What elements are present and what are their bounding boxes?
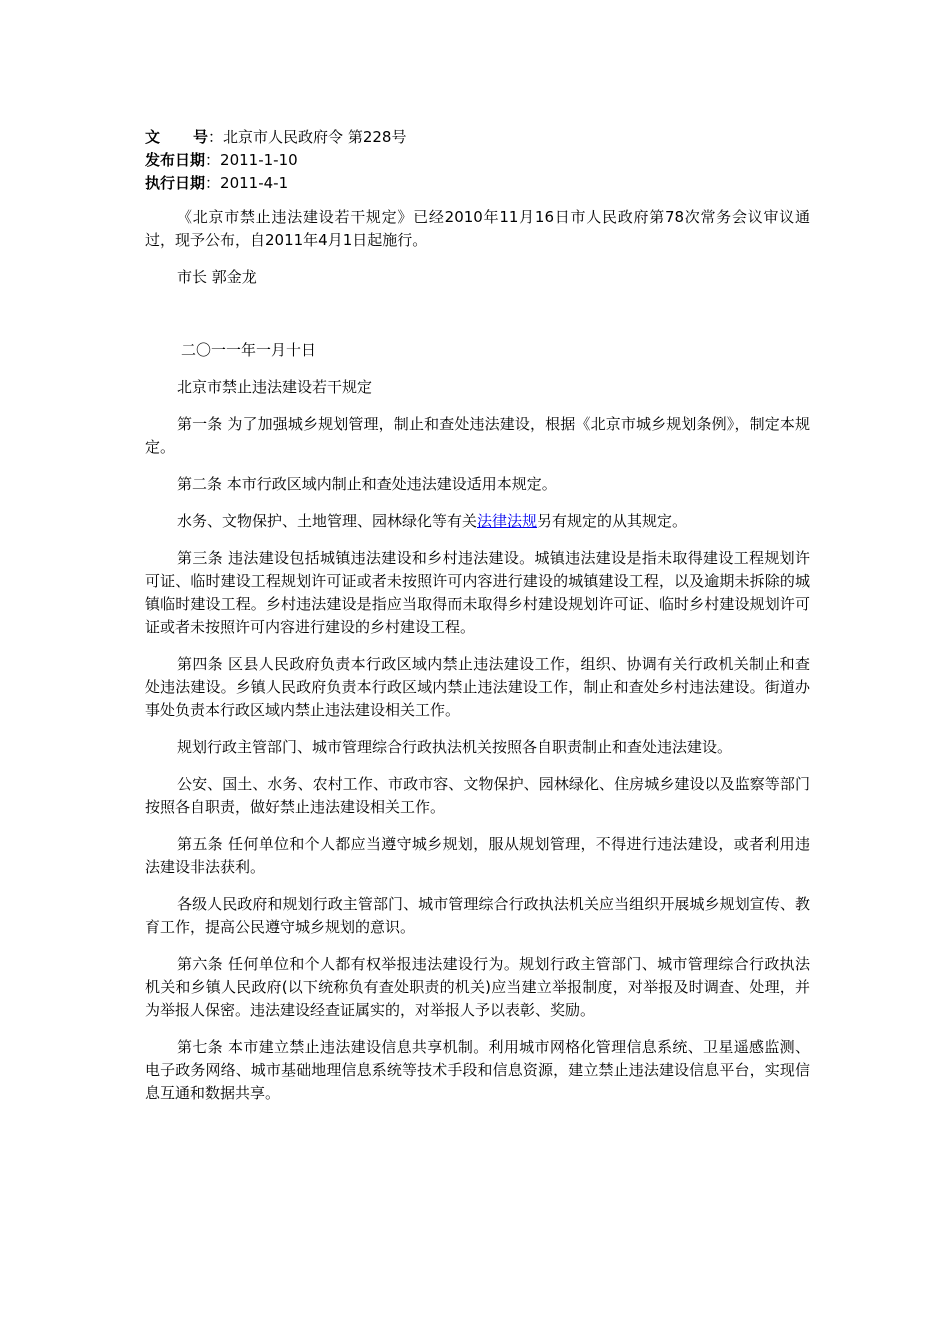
article-2-clause [145, 510, 810, 533]
intro-paragraph: 《北京市禁止违法建设若干规定》已经2010年11月16日市人民政府第78次常务会议审议通过，现予公布，自2011年4月1日起施行。 [145, 208, 810, 249]
publish-date-value: 2011-1-10 [220, 151, 298, 169]
article-1: 第一条 为了加强城乡规划管理，制止和查处违法建设，根据《北京市城乡规划条例》，制定本规定。 [145, 415, 810, 456]
document-page [145, 126, 810, 1105]
doc-number-label-a: 文 [145, 128, 161, 146]
laws-link[interactable]: 法律法规 [477, 512, 538, 530]
article-4-clause-2: 规划行政主管部门、城市管理综合行政执法机关按照各自职责制止和查处违法建设。 [177, 738, 733, 756]
signature: 市长 郭金龙 [177, 268, 257, 286]
publish-date-label: 发布日期 [145, 151, 206, 169]
article-5: 第五条 任何单位和个人都应当遵守城乡规划，服从规划管理，不得进行违法建设，或者利用违法建设非法获利。 [145, 835, 810, 876]
colon: ： [205, 151, 221, 169]
article-3: 第三条 违法建设包括城镇违法建设和乡村违法建设。城镇违法建设是指未取得建设工程规划许可证、临时建设工程规划许可证或者未按照许可内容进行建设的城镇建设工程，以及逾期未拆除的城镇临时建设工程。乡村违法建设是指应当取得而未取得乡村建设规划许可证、临时乡村建设规划许可证或者未按照许可内容进行建设的乡村建设工程。 [145, 549, 810, 636]
article-4-clause-3: 公安、国土、水务、农村工作、市政市容、文物保护、园林绿化、住房城乡建设以及监察等部门按照各自职责，做好禁止违法建设相关工作。 [145, 775, 810, 816]
doc-number-value: 北京市人民政府令 第228号 [223, 128, 407, 146]
article-2-clause-after: 另有规定的从其规定。 [537, 512, 688, 530]
regulation-title: 北京市禁止违法建设若干规定 [177, 378, 373, 396]
article-6: 第六条 任何单位和个人都有权举报违法建设行为。规划行政主管部门、城市管理综合行政执法机关和乡镇人民政府(以下统称负有查处职责的机关)应当建立举报制度，对举报及时调查、处理，并为举报人保密。违法建设经查证属实的，对举报人予以表彰、奖励。 [145, 955, 810, 1019]
article-7: 第七条 本市建立禁止违法建设信息共享机制。利用城市网格化管理信息系统、卫星遥感监测、电子政务网络、城市基础地理信息系统等技术手段和信息资源，建立禁止违法建设信息平台，实现信息互通和数据共享。 [145, 1038, 810, 1102]
colon: ： [208, 128, 224, 146]
doc-number-line [145, 126, 810, 149]
colon: ： [205, 174, 221, 192]
issue-date: 二〇一一年一月十日 [181, 341, 317, 359]
article-2-clause-before: 水务、文物保护、土地管理、园林绿化等有关 [177, 512, 478, 530]
publish-date-line [145, 149, 810, 172]
effective-date-value: 2011-4-1 [220, 174, 289, 192]
article-5-clause-2: 各级人民政府和规划行政主管部门、城市管理综合行政执法机关应当组织开展城乡规划宣传、教育工作，提高公民遵守城乡规划的意识。 [145, 895, 810, 936]
doc-number-label-b: 号 [193, 128, 209, 146]
effective-date-label: 执行日期 [145, 174, 206, 192]
article-4: 第四条 区县人民政府负责本行政区域内禁止违法建设工作，组织、协调有关行政机关制止和查处违法建设。乡镇人民政府负责本行政区域内禁止违法建设工作，制止和查处乡村违法建设。街道办事处负责本行政区域内禁止违法建设相关工作。 [145, 655, 810, 719]
article-2: 第二条 本市行政区域内制止和查处违法建设适用本规定。 [177, 475, 557, 493]
effective-date-line [145, 172, 810, 195]
